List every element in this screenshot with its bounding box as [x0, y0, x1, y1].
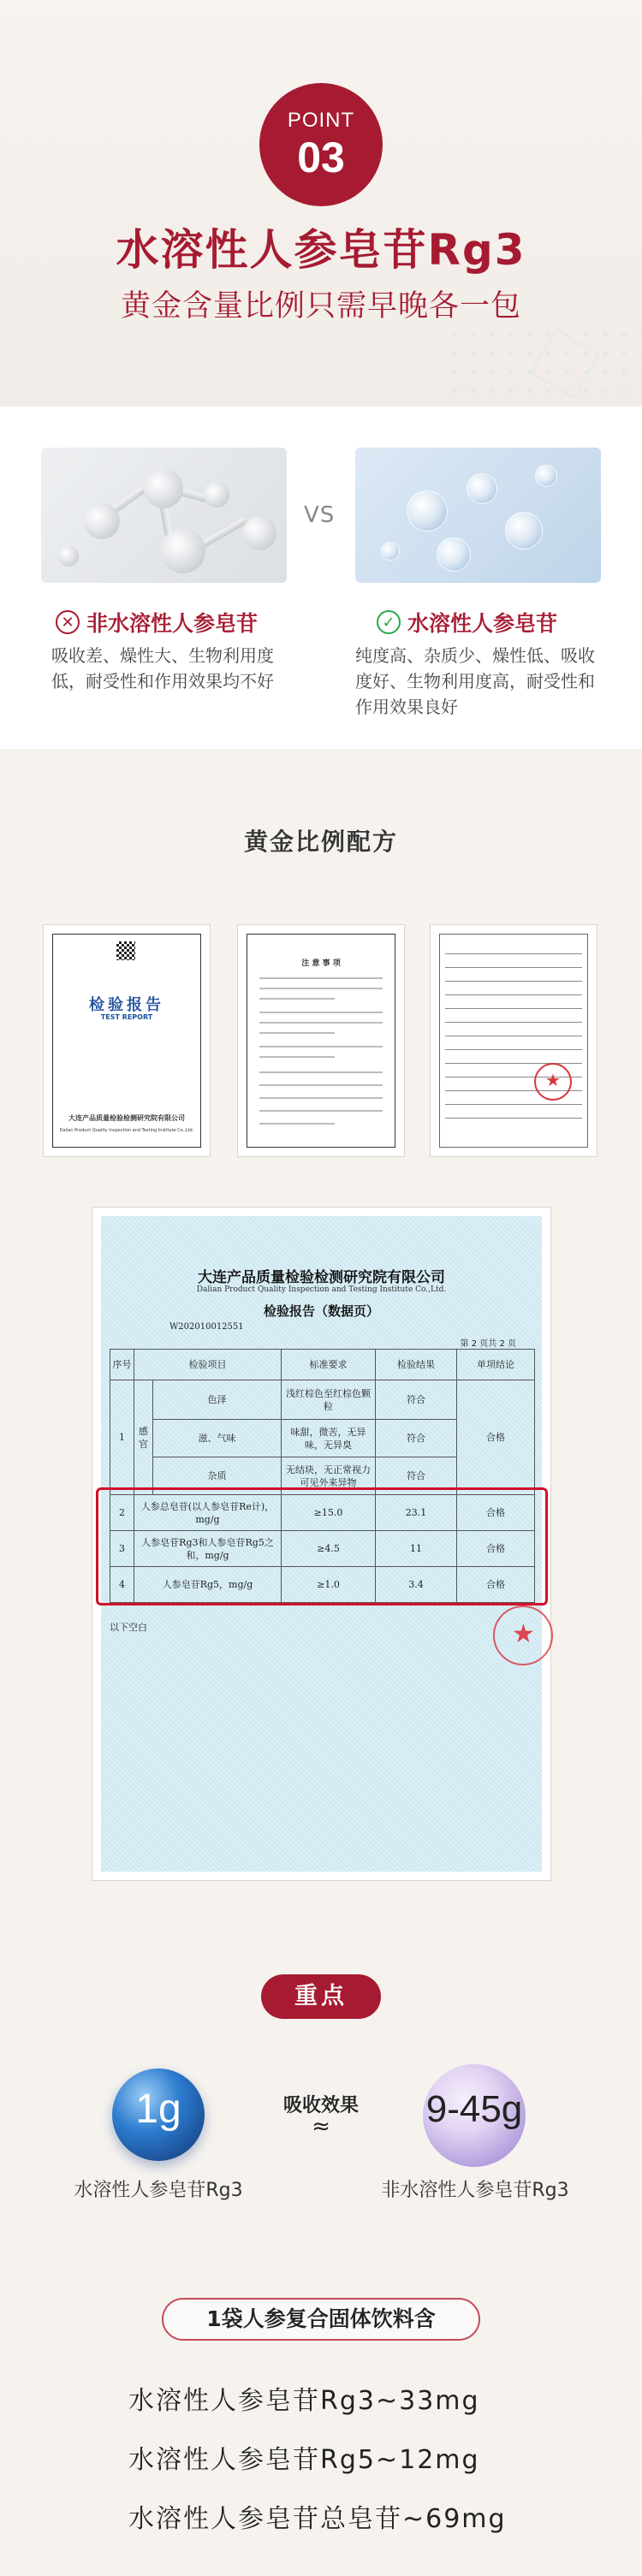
table-cell: 色泽 [153, 1380, 282, 1420]
section-title: 黄金比例配方 [243, 828, 398, 856]
hero-title: 水溶性人参皂苷Rg3 [116, 225, 526, 275]
report-cover-title: 检验报告 [89, 996, 164, 1014]
table-cell: 4 [110, 1567, 134, 1603]
soluble-caption: 水溶性人参皂苷Rg3 [74, 2180, 243, 2201]
table-cell: 1 [110, 1380, 134, 1495]
qr-code-icon [116, 941, 135, 960]
table-cell: 合格 [457, 1567, 535, 1603]
purple-sphere-icon [423, 2064, 526, 2167]
non-soluble-description: 吸收差、燥性大、生物利用度低，耐受性和作用效果均不好 [51, 645, 274, 691]
highlight-box [96, 1487, 548, 1606]
table-cell: 23.1 [376, 1495, 457, 1531]
compare-section [0, 407, 642, 749]
table-cell: 浅红棕色至红棕色颗粒 [282, 1380, 376, 1420]
report-number: W202010012551 [169, 1322, 244, 1332]
table-cell: 人参总皂苷(以人参皂苷Re计)，mg/g [134, 1495, 282, 1531]
table-cell: 合格 [457, 1495, 535, 1531]
non-soluble-dose: 9-45g [425, 2088, 523, 2130]
data-page-title: 检验报告（数据页） [263, 1303, 379, 1319]
header-result: 检验结果 [376, 1350, 457, 1380]
table-cell: 合格 [457, 1531, 535, 1567]
soluble-description: 纯度高、杂质少、燥性低、吸收度好、生物利用度高，耐受性和作用效果良好 [355, 645, 595, 717]
table-cell: 符合 [376, 1420, 457, 1457]
vs-label: VS [304, 502, 336, 528]
red-seal-stamp [493, 1606, 553, 1665]
point-badge [259, 83, 383, 206]
table-cell: ≥4.5 [282, 1531, 376, 1567]
point-label: POINT [287, 109, 355, 132]
table-cell: 合格 [457, 1380, 535, 1495]
non-soluble-title: 非水溶性人参皂苷 [86, 611, 259, 636]
table-cell: 杂质 [153, 1457, 282, 1495]
table-cell: ≥15.0 [282, 1495, 376, 1531]
molecule-image [41, 448, 287, 583]
table-cell: 人参皂苷Rg3和人参皂苷Rg5之和，mg/g [134, 1531, 282, 1567]
table-cell: 滋、气味 [153, 1420, 282, 1457]
absorb-label: 吸收效果 [282, 2095, 359, 2116]
hero-subtitle: 黄金含量比例只需早晚各一包 [120, 289, 521, 323]
report-cover-footer: 大连产品质量检验检测研究院有限公司 [68, 1114, 185, 1122]
report-cover-footer-en: Dalian Product Quality Inspection and Testing Institute Co.,Ltd. [59, 1128, 194, 1133]
pack-contents-pill: 1袋人参复合固体饮料含 [162, 2298, 480, 2341]
table-cell: 2 [110, 1495, 134, 1531]
page-info: 第 2 页共 2 页 [460, 1339, 516, 1349]
non-soluble-heading [56, 607, 258, 638]
red-seal-stamp [534, 1063, 572, 1101]
table-cell: 人参皂苷Rg5，mg/g [134, 1567, 282, 1603]
water-droplet-image [355, 448, 601, 583]
soluble-title: 水溶性人参皂苷 [407, 611, 558, 636]
data-page-institute: 大连产品质量检验检测研究院有限公司 [198, 1269, 445, 1286]
notice-title: 注 意 事 项 [301, 959, 341, 968]
point-number: 03 [297, 134, 345, 181]
blue-sphere-icon [112, 2069, 205, 2161]
key-point-pill: 重点 [261, 1974, 381, 2019]
table-cell: 3.4 [376, 1567, 457, 1603]
content-line-total: 水溶性人参皂苷总皂苷~69mg [128, 2504, 507, 2534]
table-cell: 符合 [376, 1380, 457, 1420]
cross-circle-icon: ✕ [56, 610, 80, 634]
approx-symbol: ≈ [312, 2114, 330, 2140]
content-line-rg5: 水溶性人参皂苷Rg5~12mg [128, 2445, 480, 2475]
table-cell: 无结块，无正常视力可见外来异物 [282, 1457, 376, 1495]
table-tail-note: 以下空白 [110, 1622, 147, 1633]
content-line-rg3: 水溶性人参皂苷Rg3~33mg [128, 2386, 480, 2416]
soluble-heading [377, 607, 557, 638]
report-cover-thumbnail [43, 924, 211, 1157]
table-cell: 3 [110, 1531, 134, 1567]
check-circle-icon: ✓ [377, 610, 401, 634]
data-page-institute-en: Dalian Product Quality Inspection and Testing Institute Co.,Ltd. [196, 1285, 447, 1294]
table-cell: 感官 [134, 1380, 153, 1495]
soluble-dose: 1g [135, 2086, 181, 2132]
table-cell: 味甜，微苦，无异味，无异臭 [282, 1420, 376, 1457]
header-conclusion: 单项结论 [457, 1350, 535, 1380]
hero-section [0, 0, 642, 407]
non-soluble-caption: 非水溶性人参皂苷Rg3 [381, 2180, 569, 2201]
table-cell: 11 [376, 1531, 457, 1567]
table-cell: ≥1.0 [282, 1567, 376, 1603]
header-no: 序号 [110, 1350, 134, 1380]
table-cell: 符合 [376, 1457, 457, 1495]
header-req: 标准要求 [282, 1350, 376, 1380]
report-cover-en: TEST REPORT [100, 1013, 153, 1021]
header-item: 检验项目 [134, 1350, 282, 1380]
report-notice-thumbnail [237, 924, 405, 1157]
report-info-thumbnail [430, 924, 597, 1157]
